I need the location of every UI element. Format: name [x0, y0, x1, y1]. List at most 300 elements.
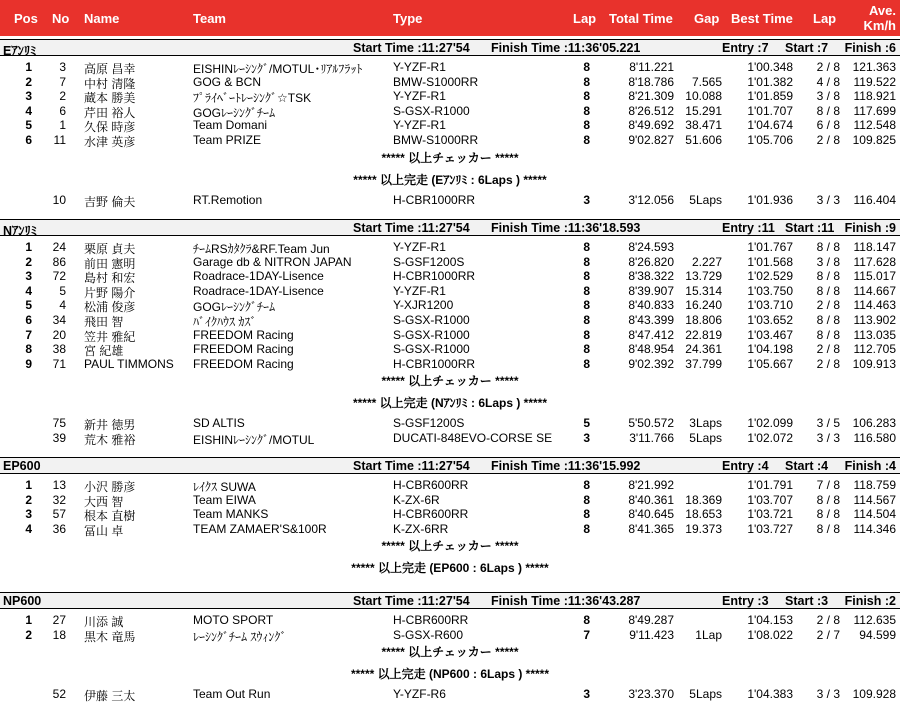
cell-lap: 8	[583, 60, 590, 74]
cell-team: FREEDOM Racing	[193, 342, 294, 357]
cell-lap: 8	[583, 133, 590, 147]
cell-pos: 6	[25, 313, 32, 327]
cell-type: S-GSX-R1000	[393, 313, 470, 327]
cell-no: 57	[52, 507, 66, 522]
cell-lap: 8	[583, 478, 590, 492]
cell-gap: 38.471	[685, 118, 722, 133]
finish-count: Finish :4	[844, 459, 896, 473]
cell-speed: 118.759	[853, 478, 896, 492]
cell-speed: 116.580	[853, 431, 896, 445]
cell-best-time: 1'02.099	[747, 416, 793, 431]
table-row	[0, 341, 900, 359]
cell-gap: 5Laps	[689, 687, 722, 702]
cell-lap: 8	[583, 283, 590, 298]
cell-lap: 8	[583, 313, 590, 327]
cell-speed: 119.522	[853, 74, 896, 89]
cell-pos: 3	[25, 269, 32, 284]
cell-gap: 18.806	[685, 313, 722, 327]
finish-time: Finish Time :11:36'18.593	[491, 221, 641, 235]
cell-team: ﾁｰﾑRSｶﾀｸﾗ&RF.Team Jun	[193, 242, 330, 256]
cell-best-time: 1'03.710	[747, 298, 793, 313]
cell-lap: 8	[583, 89, 590, 104]
cell-best-lap: 2 / 8	[816, 342, 840, 357]
cell-best-lap: 8 / 8	[816, 327, 840, 342]
cell-name: 水津 英彦	[84, 135, 136, 149]
cell-speed: 109.913	[852, 356, 896, 371]
cell-speed: 117.699	[853, 103, 896, 118]
cell-speed: 112.705	[853, 342, 896, 357]
cell-name: 黒木 竜馬	[84, 629, 136, 644]
cell-total-time: 8'40.833	[628, 298, 674, 313]
cell-total-time: 8'49.287	[628, 613, 674, 627]
cell-pos: 4	[25, 283, 32, 298]
cell-no: 52	[52, 687, 66, 702]
cell-lap: 8	[583, 521, 590, 536]
cell-gap: 5Laps	[689, 192, 722, 207]
cell-best-lap: 3 / 3	[816, 192, 840, 207]
cell-type: Y-YZF-R1	[393, 240, 446, 254]
cell-name: 中村 清隆	[84, 76, 136, 91]
cell-total-time: 8'11.221	[629, 60, 674, 74]
cell-total-time: 9'02.392	[628, 356, 674, 371]
table-row	[0, 88, 900, 106]
cell-speed: 109.825	[852, 133, 896, 147]
checker-line: ***** 以上チェッカー *****	[381, 374, 519, 389]
cell-total-time: 8'39.907	[628, 283, 674, 298]
cell-pos: 1	[25, 478, 32, 492]
cell-total-time: 8'26.820	[628, 254, 674, 269]
cell-total-time: 8'40.361	[628, 492, 674, 507]
cell-type: K-ZX-6R	[393, 492, 440, 507]
cell-pos: 1	[25, 613, 32, 627]
cell-no: 27	[52, 613, 66, 627]
checker-line: ***** 以上チェッカー *****	[381, 539, 519, 554]
cell-name: 飛田 智	[84, 315, 124, 329]
entry-count: Entry :7	[722, 41, 769, 55]
cell-name: 高原 昌幸	[84, 62, 136, 76]
cell-name: 蔵本 勝美	[84, 91, 136, 106]
cell-best-time: 1'01.568	[747, 254, 793, 269]
cell-team: ﾊﾞｲｸﾊｳｽ ｶｽﾞ	[193, 315, 257, 329]
entry-count: Entry :11	[722, 221, 775, 235]
cell-gap: 13.729	[685, 269, 722, 284]
cell-team: TEAM ZAMAER'S&100R	[193, 521, 327, 536]
entry-count: Entry :3	[722, 594, 769, 608]
cell-team: Roadrace-1DAY-Lisence	[193, 283, 324, 298]
class-bar	[0, 219, 900, 236]
cell-speed: 121.363	[852, 60, 896, 74]
cell-gap: 22.819	[685, 327, 722, 342]
finish-time: Finish Time :11:36'05.221	[491, 41, 641, 55]
cell-name: 伊藤 三太	[84, 689, 136, 704]
table-row	[0, 254, 900, 269]
start-count: Start :4	[785, 459, 829, 473]
cell-gap: 16.240	[685, 298, 722, 313]
cell-name: PAUL TIMMONS	[84, 356, 174, 371]
cell-speed: 116.404	[853, 192, 896, 207]
cell-best-time: 1'03.707	[747, 492, 793, 507]
cell-name: 小沢 勝彦	[84, 480, 136, 494]
cell-type: Y-YZF-R1	[393, 89, 446, 104]
finish-count: Finish :9	[844, 221, 896, 235]
cell-team: GOGﾚｰｼﾝｸﾞﾁｰﾑ	[193, 105, 276, 120]
cell-total-time: 8'26.512	[628, 103, 674, 118]
cell-no: 75	[52, 416, 66, 431]
cell-no: 86	[52, 254, 66, 269]
cell-name: 栗原 貞夫	[84, 242, 136, 256]
cell-best-lap: 8 / 8	[816, 103, 840, 118]
cell-total-time: 8'40.645	[628, 507, 674, 522]
cell-speed: 114.463	[853, 298, 896, 313]
cell-speed: 109.928	[852, 687, 896, 702]
cell-no: 5	[59, 283, 66, 298]
cell-gap: 24.361	[685, 342, 722, 357]
cell-best-time: 1'01.859	[747, 89, 793, 104]
complete-line: ***** 以上完走 (NP600 : 6Laps ) *****	[350, 667, 550, 682]
header-best-time: Best Time	[731, 11, 793, 26]
cell-team: Team PRIZE	[193, 133, 262, 147]
cell-team: GOGﾚｰｼﾝｸﾞﾁｰﾑ	[193, 300, 276, 315]
cell-team: GOG & BCN	[193, 74, 262, 89]
cell-pos: 8	[25, 342, 32, 357]
cell-team: Team Out Run	[193, 687, 271, 702]
cell-gap: 37.799	[685, 356, 722, 371]
cell-name: 久保 時彦	[84, 120, 136, 135]
cell-name: 芹田 裕人	[84, 105, 136, 120]
finish-time: Finish Time :11:36'15.992	[491, 459, 641, 473]
cell-lap: 8	[583, 74, 590, 89]
table-row	[0, 327, 900, 342]
cell-gap: 18.653	[685, 507, 722, 522]
cell-best-lap: 8 / 8	[816, 507, 840, 522]
cell-name: 大西 智	[84, 494, 124, 509]
cell-type: H-CBR600RR	[393, 613, 469, 627]
cell-team: ﾚｰｼﾝｸﾞﾁｰﾑ ｽｳｨﾝｸﾞ	[193, 629, 287, 644]
cell-no: 6	[59, 103, 66, 118]
table-row	[0, 612, 900, 627]
cell-team: Team MANKS	[193, 507, 269, 522]
cell-speed: 112.635	[853, 613, 896, 627]
cell-speed: 113.902	[853, 313, 896, 327]
cell-speed: 114.667	[853, 283, 896, 298]
cell-team: SD ALTIS	[193, 416, 245, 431]
cell-gap: 19.373	[685, 521, 722, 536]
cell-total-time: 3'11.766	[629, 431, 674, 445]
cell-type: S-GSF1200S	[393, 254, 465, 269]
class-name: Nｱﾝﾘﾐ	[3, 224, 38, 238]
cell-best-lap: 3 / 3	[816, 431, 840, 445]
cell-pos: 3	[25, 507, 32, 522]
cell-no: 24	[52, 240, 66, 254]
cell-gap: 15.291	[685, 103, 722, 118]
cell-name: 松浦 俊彦	[84, 300, 136, 315]
cell-lap: 8	[583, 298, 590, 313]
table-row	[0, 268, 900, 286]
cell-speed: 113.035	[853, 327, 896, 342]
cell-type: Y-YZF-R1	[393, 60, 446, 74]
cell-name: 川添 誠	[84, 615, 124, 629]
cell-name: 荒木 雅裕	[84, 433, 136, 447]
table-row	[0, 686, 900, 704]
cell-team: ﾚｲｸｽ SUWA	[193, 480, 256, 494]
cell-best-time: 1'08.022	[747, 627, 793, 642]
cell-no: 4	[59, 298, 66, 313]
cell-best-time: 1'01.791	[747, 478, 793, 492]
start-time: Start Time :11:27'54	[353, 594, 470, 608]
checker-line: ***** 以上チェッカー *****	[381, 150, 519, 165]
cell-team: EISHINﾚｰｼﾝｸﾞ/MOTUL･ﾘｱﾙﾌﾗｯﾄ	[193, 62, 363, 76]
table-row	[0, 356, 900, 371]
cell-type: DUCATI-848EVO-CORSE SE	[393, 431, 553, 445]
cell-pos: 3	[25, 89, 32, 104]
cell-pos: 4	[25, 521, 32, 536]
table-row	[0, 297, 900, 315]
finish-count: Finish :6	[844, 41, 896, 55]
cell-best-lap: 3 / 5	[816, 416, 840, 431]
table-row	[0, 312, 900, 327]
cell-total-time: 8'49.692	[628, 118, 674, 133]
class-name: Eｱﾝﾘﾐ	[3, 44, 37, 58]
cell-best-time: 1'01.936	[747, 192, 793, 207]
cell-total-time: 8'24.593	[628, 240, 674, 254]
cell-no: 71	[52, 356, 66, 371]
cell-best-time: 1'05.667	[747, 356, 793, 371]
cell-total-time: 8'47.412	[628, 327, 674, 342]
cell-best-lap: 3 / 8	[816, 89, 840, 104]
cell-name: 根本 直樹	[84, 509, 136, 524]
table-row	[0, 74, 900, 89]
cell-lap: 8	[583, 507, 590, 522]
cell-lap: 8	[583, 103, 590, 118]
cell-speed: 114.504	[853, 507, 896, 522]
table-row	[0, 132, 900, 147]
cell-type: Y-YZF-R1	[393, 283, 446, 298]
complete-line: ***** 以上完走 (Eｱﾝﾘﾐ : 6Laps ) *****	[353, 172, 547, 187]
cell-speed: 115.017	[853, 269, 896, 284]
table-row	[0, 117, 900, 135]
cell-lap: 8	[583, 240, 590, 254]
cell-best-lap: 2 / 8	[816, 356, 840, 371]
cell-name: 新井 徳男	[84, 418, 136, 433]
header-pos: Pos	[14, 11, 38, 26]
cell-best-lap: 8 / 8	[816, 492, 840, 507]
cell-no: 34	[52, 313, 66, 327]
cell-name: 島村 和宏	[84, 271, 136, 286]
cell-lap: 7	[583, 627, 590, 642]
cell-name: 片野 陽介	[84, 285, 136, 300]
cell-team: EISHINﾚｰｼﾝｸﾞ/MOTUL	[193, 433, 315, 447]
cell-best-lap: 2 / 8	[816, 60, 840, 74]
cell-total-time: 8'21.309	[628, 89, 674, 104]
cell-total-time: 8'41.365	[628, 521, 674, 536]
cell-name: 前田 憲明	[84, 256, 136, 271]
complete-line: ***** 以上完走 (EP600 : 6Laps ) *****	[351, 561, 549, 576]
cell-lap: 3	[583, 431, 590, 445]
cell-total-time: 3'12.056	[628, 192, 674, 207]
cell-pos: 4	[25, 103, 32, 118]
cell-total-time: 8'38.322	[628, 269, 674, 284]
cell-pos: 2	[25, 254, 32, 269]
cell-no: 1	[59, 118, 66, 133]
cell-speed: 114.346	[853, 521, 896, 536]
header-speed-line2: Km/h	[863, 18, 896, 33]
cell-type: Y-XJR1200	[393, 298, 454, 313]
cell-type: S-GSX-R1000	[393, 103, 470, 118]
cell-team: RT.Remotion	[193, 192, 263, 207]
cell-best-time: 1'03.467	[747, 327, 793, 342]
cell-pos: 9	[25, 356, 32, 371]
cell-best-time: 1'01.382	[747, 74, 793, 89]
table-row	[0, 103, 900, 118]
cell-lap: 8	[583, 118, 590, 133]
cell-best-lap: 2 / 8	[816, 613, 840, 627]
cell-no: 72	[52, 269, 66, 284]
cell-lap: 8	[583, 254, 590, 269]
finish-time: Finish Time :11:36'43.287	[491, 594, 641, 608]
cell-lap: 8	[583, 269, 590, 284]
cell-no: 2	[59, 89, 66, 104]
table-row	[0, 192, 900, 207]
cell-no: 11	[53, 133, 66, 147]
header-team: Team	[193, 11, 226, 26]
cell-best-time: 1'00.348	[747, 60, 793, 74]
cell-gap: 15.314	[685, 283, 722, 298]
cell-type: S-GSX-R600	[393, 627, 464, 642]
checker-line: ***** 以上チェッカー *****	[381, 645, 519, 660]
table-row	[0, 506, 900, 524]
cell-best-time: 1'04.153	[747, 613, 793, 627]
cell-total-time: 9'02.827	[628, 133, 674, 147]
cell-name: 冨山 卓	[84, 523, 124, 538]
cell-best-time: 1'01.767	[747, 240, 793, 254]
cell-no: 10	[52, 192, 66, 207]
start-time: Start Time :11:27'54	[353, 221, 470, 235]
cell-type: S-GSF1200S	[393, 416, 465, 431]
cell-pos: 7	[25, 327, 32, 342]
cell-total-time: 9'11.423	[629, 627, 674, 642]
header-no: No	[52, 11, 70, 26]
cell-type: S-GSX-R1000	[393, 342, 470, 357]
cell-gap: 2.227	[691, 254, 722, 269]
header-lap: Lap	[573, 11, 597, 26]
cell-speed: 106.283	[852, 416, 896, 431]
start-time: Start Time :11:27'54	[353, 41, 470, 55]
start-time: Start Time :11:27'54	[353, 459, 470, 473]
cell-pos: 2	[25, 492, 32, 507]
cell-speed: 114.567	[853, 492, 896, 507]
cell-speed: 112.548	[853, 118, 896, 133]
cell-total-time: 8'48.954	[628, 342, 674, 357]
header-speed	[855, 3, 896, 33]
cell-team: Garage db & NITRON JAPAN	[193, 254, 352, 269]
table-row	[0, 627, 900, 642]
cell-best-lap: 6 / 8	[816, 118, 840, 133]
cell-no: 20	[52, 327, 66, 342]
cell-best-lap: 2 / 8	[816, 133, 840, 147]
cell-gap: 10.088	[685, 89, 722, 104]
cell-team: FREEDOM Racing	[193, 327, 294, 342]
cell-type: Y-YZF-R1	[393, 118, 446, 133]
cell-team: Roadrace-1DAY-Lisence	[193, 269, 324, 284]
start-count: Start :11	[785, 221, 835, 235]
cell-pos: 2	[25, 74, 32, 89]
cell-total-time: 5'50.572	[628, 416, 674, 431]
table-row	[0, 477, 900, 492]
cell-gap: 1Lap	[695, 627, 722, 642]
cell-type: H-CBR1000RR	[393, 356, 476, 371]
cell-best-lap: 3 / 8	[816, 254, 840, 269]
cell-best-time: 1'02.529	[747, 269, 793, 284]
cell-best-lap: 8 / 8	[816, 269, 840, 284]
cell-best-lap: 7 / 8	[816, 478, 840, 492]
header-name: Name	[84, 11, 120, 26]
cell-total-time: 8'43.399	[628, 313, 674, 327]
cell-total-time: 8'21.992	[628, 478, 674, 492]
table-row	[0, 283, 900, 298]
header-type: Type	[393, 11, 423, 26]
cell-pos: 2	[25, 627, 32, 642]
cell-best-lap: 8 / 8	[816, 313, 840, 327]
cell-name: 笠井 雅紀	[84, 329, 136, 344]
cell-gap: 51.606	[685, 133, 722, 147]
cell-no: 32	[52, 492, 66, 507]
cell-lap: 8	[583, 327, 590, 342]
cell-type: H-CBR600RR	[393, 507, 469, 522]
header-speed-line1: Ave.	[869, 3, 896, 18]
cell-no: 18	[52, 627, 66, 642]
cell-lap: 8	[583, 613, 590, 627]
cell-best-lap: 2 / 7	[816, 627, 840, 642]
class-bar	[0, 592, 900, 609]
cell-no: 38	[52, 342, 66, 357]
cell-type: H-CBR600RR	[393, 478, 469, 492]
cell-name: 宮 紀雄	[84, 344, 124, 359]
cell-gap: 18.369	[685, 492, 722, 507]
cell-team: ﾌﾟﾗｲﾍﾞｰﾄﾚｰｼﾝｸﾞ☆TSK	[193, 91, 312, 106]
cell-best-time: 1'01.707	[747, 103, 793, 118]
cell-best-lap: 3 / 3	[816, 687, 840, 702]
cell-gap: 5Laps	[689, 431, 722, 445]
class-name: EP600	[3, 459, 41, 473]
cell-team: MOTO SPORT	[193, 613, 274, 627]
cell-gap: 3Laps	[689, 416, 722, 431]
cell-pos: 1	[25, 60, 32, 74]
class-name: NP600	[3, 594, 42, 608]
header-best-lap: Lap	[813, 11, 837, 26]
cell-no: 13	[52, 478, 66, 492]
cell-best-time: 1'02.072	[747, 431, 793, 445]
cell-pos: 5	[25, 118, 32, 133]
class-bar	[0, 39, 900, 56]
cell-type: S-GSX-R1000	[393, 327, 470, 342]
cell-best-lap: 8 / 8	[816, 521, 840, 536]
cell-best-time: 1'05.706	[747, 133, 793, 147]
cell-lap: 5	[583, 416, 590, 431]
cell-no: 36	[52, 521, 66, 536]
cell-best-lap: 4 / 8	[816, 74, 840, 89]
table-row	[0, 59, 900, 74]
cell-speed: 118.921	[853, 89, 896, 104]
cell-lap: 3	[583, 687, 590, 702]
cell-no: 3	[59, 60, 66, 74]
cell-type: BMW-S1000RR	[393, 133, 479, 147]
cell-pos: 5	[25, 298, 32, 313]
cell-best-time: 1'04.383	[747, 687, 793, 702]
header-total-time: Total Time	[609, 11, 673, 26]
cell-pos: 1	[25, 240, 32, 254]
table-row	[0, 521, 900, 536]
cell-type: H-CBR1000RR	[393, 269, 476, 284]
